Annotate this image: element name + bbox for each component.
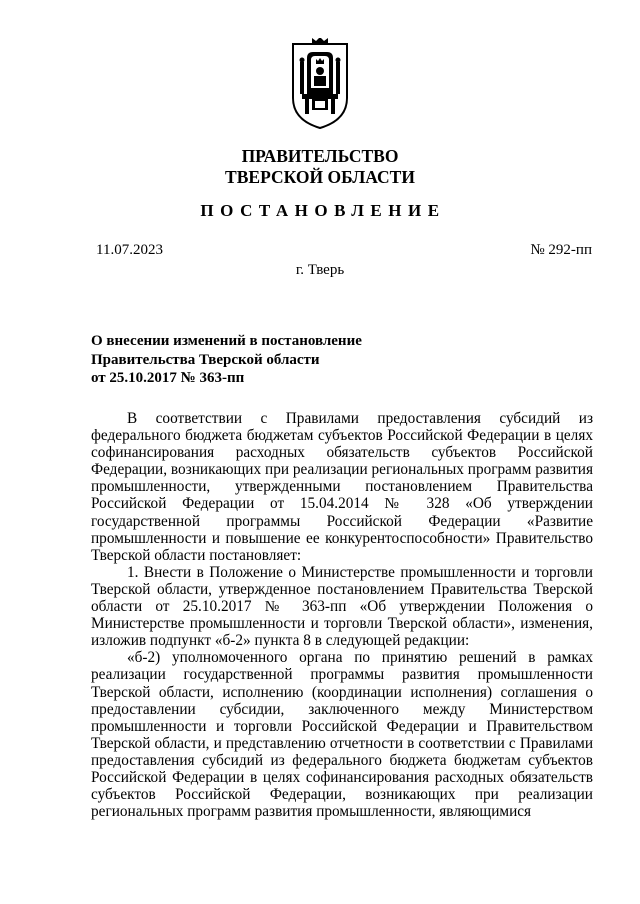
document-subject [91,332,362,388]
body-paragraph-quoted-clause: «б-2) уполномоченного органа по принятию решений в рамках реализации государственной программы развития промышленности Тверской области, исполнению (координации исполнения) соглашения о предоставлении субсидии, заключенного между Министерством промышленности и торговли Российской Федерации и Правительством Тверской области, и представлению отчетности в соответствии с Правилами предоставления субсидий из федерального бюджета бюджетам субъектов Российской Федерации в целях софинансирования расходных обязательств субъектов Российской Федерации, возникающих при реализации региональных программ развития промышленности, являющимися [91,649,593,821]
government-title-line2: ТВЕРСКОЙ ОБЛАСТИ [225,167,415,187]
document-city: г. Тверь [295,262,345,278]
document-type-title: ПОСТАНОВЛЕНИЕ [200,201,446,220]
government-title-line1: ПРАВИТЕЛЬСТВО [241,146,399,166]
coat-of-arms-icon [290,38,350,130]
subject-line: Правительства Тверской области [91,351,320,368]
subject-line: от 25.10.2017 № 363-пп [91,370,245,386]
document-date: 11.07.2023 [96,242,163,258]
document-number: № 292-пп [530,242,592,258]
body-paragraph-preamble: В соответствии с Правилами предоставления субсидий из федерального бюджета бюджетам субъектов Российской Федерации в целях софинансирования расходных обязательств субъектов Российской Федерации, возникающих при реализации региональных программ развития промышленности, утвержденными постановлением Правительства Российской Федерации от 15.04.2014 № 328 «Об утверждении государственной программы Российской Федерации «Развитие промышленности и повышение ее конкурентоспособности» Правительство Тверской области постановляет: [91,410,593,564]
subject-line: О внесении изменений в постановление [91,333,362,349]
document-body [91,410,593,820]
body-paragraph-item-1: 1. Внести в Положение о Министерстве промышленности и торговли Тверской области, утвержденное постановлением Правительства Тверской области от 25.10.2017 № 363-пп «Об утверждении Положения о Министерстве промышленности и торговли Тверской области», изменения, изложив подпункт «б-2» пункта 8 в следующей редакции: [91,563,593,650]
